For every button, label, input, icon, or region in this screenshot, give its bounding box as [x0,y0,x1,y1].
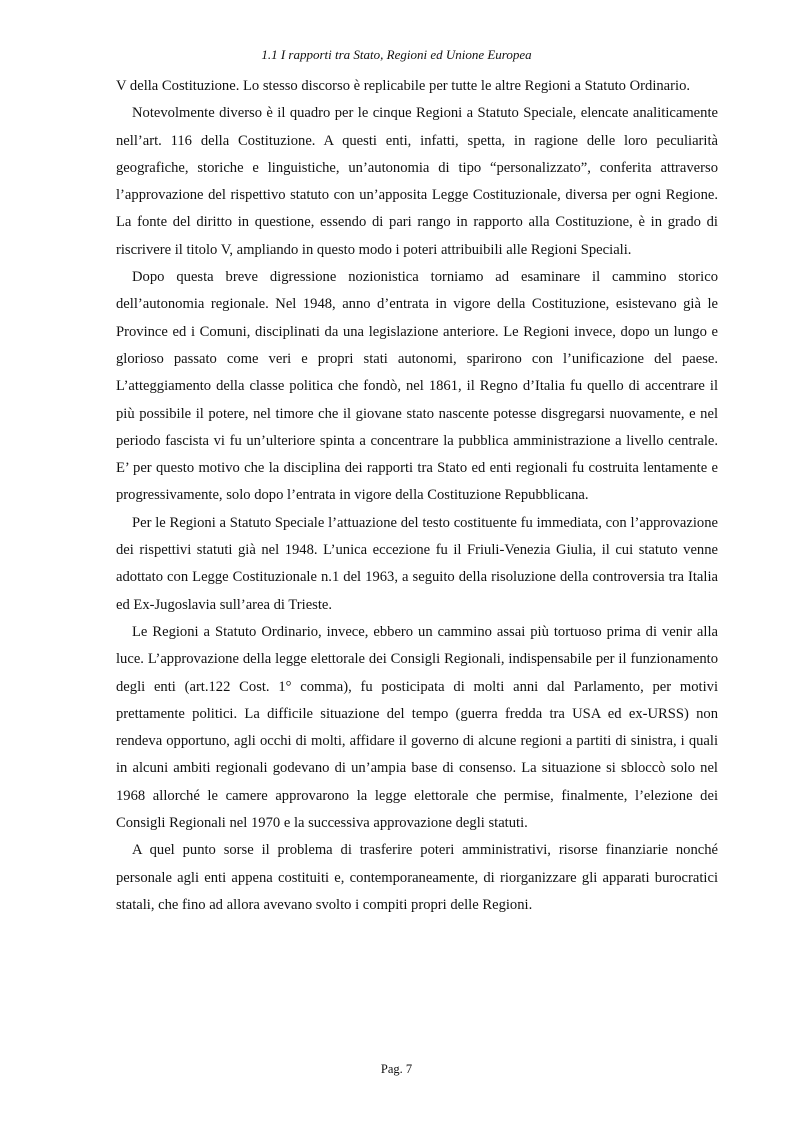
paragraph-cammino-storico: Dopo questa breve digressione nozionistica torniamo ad esaminare il cammino storico dell’autonomia regionale. Nel 1948, anno d’entrata in vigore della Costituzione, esistevano già le Province ed i Comuni, disciplinati da una legislazione anteriore. Le Regioni invece, dopo un lungo e glorioso passato come veri e propri stati autonomi, sparirono con l’unificazione del paese. L’atteggiamento della classe politica che fondò, nel 1861, il Regno d’Italia fu quello di accentrare il più possibile il potere, nel timore che il giovane stato nascente potesse disgregarsi nuovamente, e nel periodo fascista vi fu un’ulteriore spinta a concentrare la pubblica amministrazione a livello centrale. E’ per questo motivo che la disciplina dei rapporti tra Stato ed enti regionali fu costruita lentamente e progressivamente, solo dopo l’entrata in vigore della Costituzione Repubblicana. [116,269,718,504]
paragraph-statuto-ordinario: Le Regioni a Statuto Ordinario, invece, ebbero un cammino assai più tortuoso prima di venir alla luce. L’approvazione della legge elettorale dei Consigli Regionali, indispensabile per il funzionamento degli enti (art.122 Cost. 1° comma), fu posticipata di molti anni dal Parlamento, per motivi prettamente politici. La difficile situazione del tempo (guerra fredda tra USA ed ex-URSS) non rendeva opportuno, agli occhi di molti, affidare il governo di alcune regioni a partiti di sinistra, i quali in alcuni ambiti regionali godevano di un’ampia base di consenso. La situazione si sbloccò solo nel 1968 allorché le camere approvarono la legge elettorale che permise, finalmente, l’elezione dei Consigli Regionali nel 1970 e la successiva approvazione degli statuti. [116,623,718,832]
page-number: Pag. 7 [380,1062,413,1076]
paragraph-statuto-speciale: Notevolmente diverso è il quadro per le cinque Regioni a Statuto Speciale, elencate analiticamente nell’art. 116 della Costituzione. A questi enti, infatti, spetta, in ragione delle loro peculiarità geografiche, storiche e linguistiche, un’autonomia di tipo “personalizzato”, conferita attraverso l’approvazione del rispettivo statuto con un’apposita Legge Costituzionale, diversa per ogni Regione. La fonte del diritto in questione, essendo di pari rango in rapporto alla Costituzione, è in grado di riscrivere il titolo V, ampliando in questo modo i poteri attribuibili alle Regioni Speciali. [116,105,718,258]
paragraph-continuation: V della Costituzione. Lo stesso discorso è replicabile per tutte le altre Regioni a Statuto Ordinario. [116,78,691,94]
running-header: 1.1 I rapporti tra Stato, Regioni ed Unione Europea [261,47,532,62]
paragraph-trasferimento-poteri: A quel punto sorse il problema di trasferire poteri amministrativi, risorse finanziarie nonché personale agli enti appena costituiti e, contemporaneamente, di riorganizzare gli apparati burocratici statali, che fino ad allora avevano svolto i compiti propri delle Regioni. [116,842,718,913]
body-text [116,73,718,919]
paragraph-attuazione-speciale: Per le Regioni a Statuto Speciale l’attuazione del testo costituente fu immediata, con l’approvazione dei rispettivi statuti già nel 1948. L’unica eccezione fu il Friuli-Venezia Giulia, il cui statuto venne adottato con Legge Costituzionale n.1 del 1963, a seguito della risoluzione della controversia tra Italia ed Ex-Jugoslavia sull’area di Trieste. [116,514,718,613]
